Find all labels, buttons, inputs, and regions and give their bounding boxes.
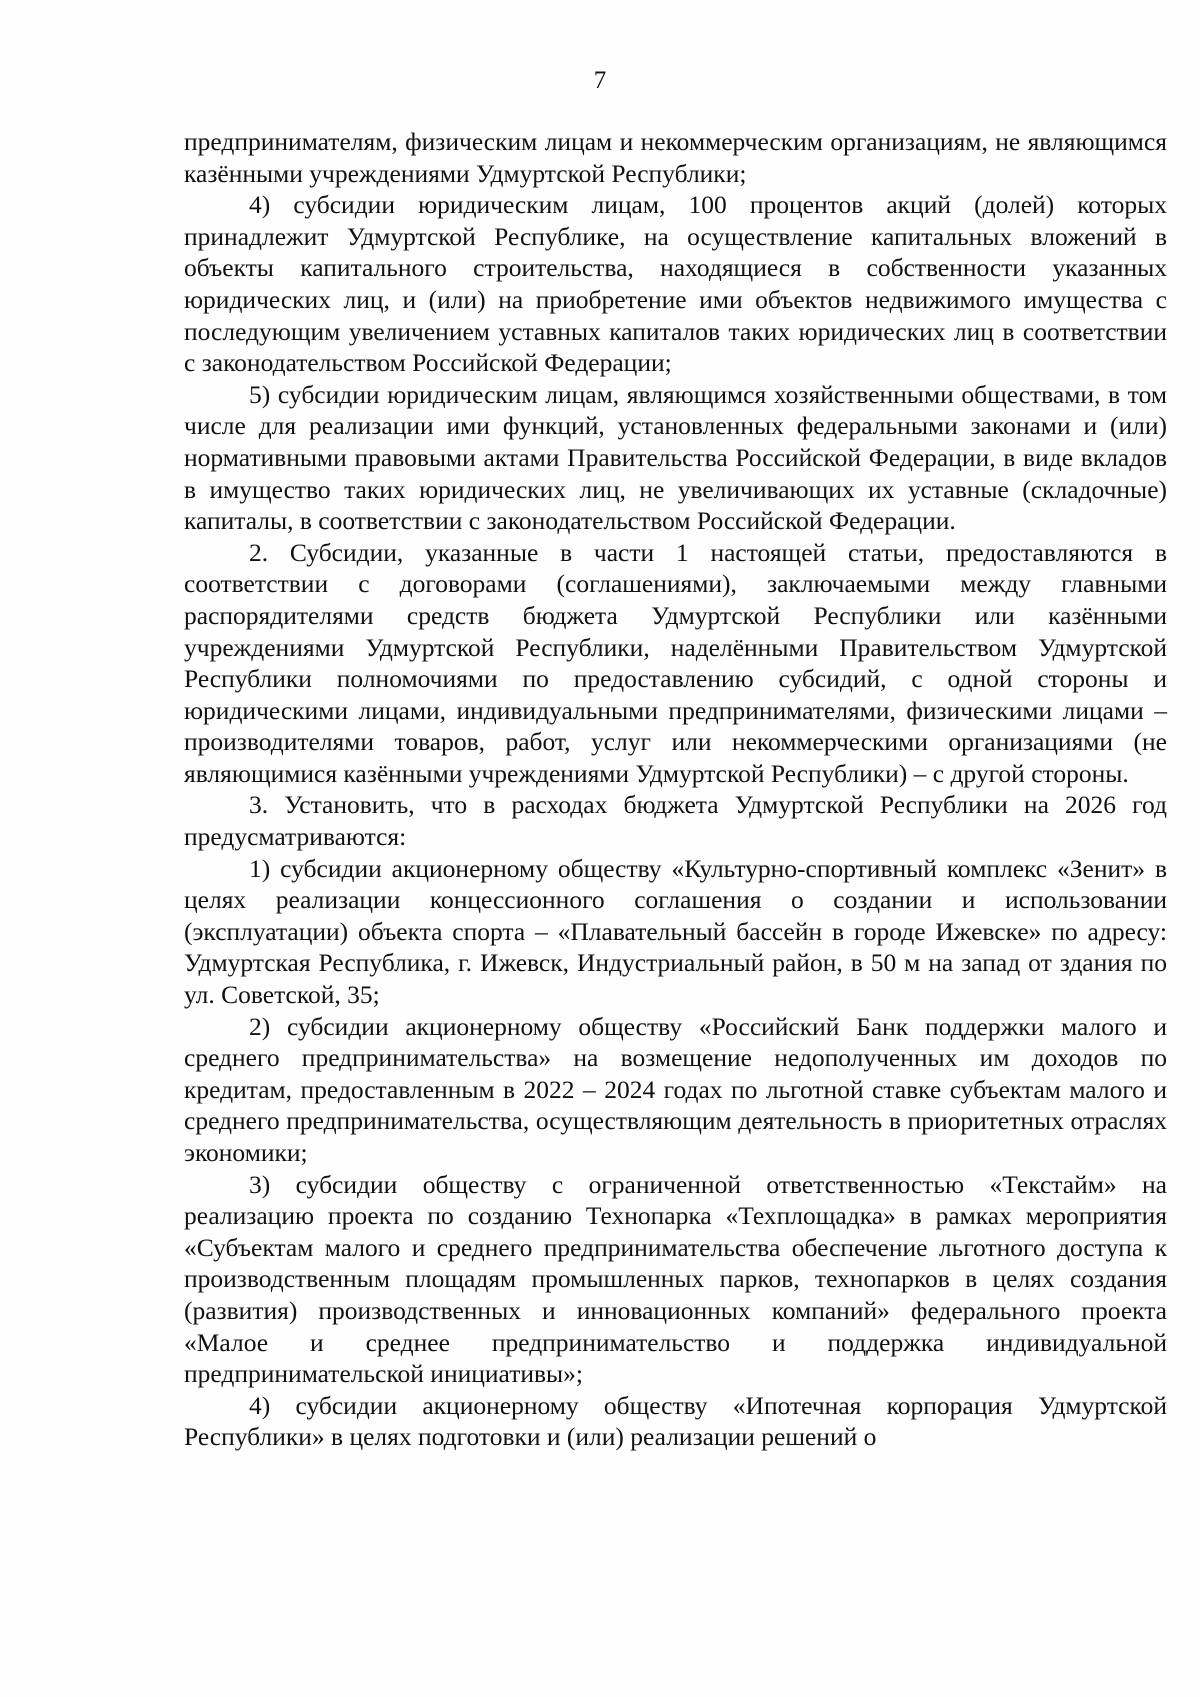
paragraph-subitem-2: 2) субсидии акционерному обществу «Российский Банк поддержки малого и среднего предпринимательства» на возмещение недополученных им доходов по кредитам, предоставленным в 2022 – 2024 годах по льготной ставке субъектам малого и среднего предпринимательства, осуществляющим деятельность в приоритетных отраслях экономики;: [184, 1011, 1167, 1167]
paragraph-continuation: предпринимателям, физическим лицам и некоммерческим организациям, не являющимся казёнными учреждениями Удмуртской Республики;: [184, 127, 1167, 188]
paragraph-subitem-3: 3) субсидии обществу с ограниченной ответственностью «Текстайм» на реализацию проекта по созданию Технопарка «Техплощадка» в рамках мероприятия «Субъектам малого и среднего предпринимательства обеспечение льготного доступа к производственным площадям промышленных парков, технопарков в целях создания (развития) производственных и инновационных компаний» федерального проекта «Малое и среднее предпринимательство и поддержка индивидуальной предпринимательской инициативы»;: [184, 1169, 1167, 1389]
paragraph-subitem-1: 1) субсидии акционерному обществу «Культурно-спортивный комплекс «Зенит» в целях реализации концессионного соглашения о создании и использовании (эксплуатации) объекта спорта – «Плавательный бассейн в городе Ижевске» по адресу: Удмуртская Республика, г. Ижевск, Индустриальный район, в 50 м на запад от здания по ул. Советской, 35;: [184, 853, 1167, 1010]
paragraph-subitem-4: 4) субсидии акционерному обществу «Ипотечная корпорация Удмуртской Республики» в целях подготовки и (или) реализации решений о: [184, 1390, 1167, 1452]
page-number: 7: [593, 67, 607, 94]
document-body: [184, 126, 1167, 1453]
paragraph-item-5: 5) субсидии юридическим лицам, являющимся хозяйственными обществами, в том числе для реализации ими функций, установленных федеральными законами и (или) нормативными правовыми актами Правительства Российской Федерации, в виде вкладов в имущество таких юридических лиц, не увеличивающих их уставные (складочные) капиталы, в соответствии с законодательством Российской Федерации.: [184, 379, 1167, 536]
paragraph-item-4: 4) субсидии юридическим лицам, 100 процентов акций (долей) которых принадлежит Удмуртской Республике, на осуществление капитальных вложений в объекты капитального строительства, находящиеся в собственности указанных юридических лиц, и (или) на приобретение ими объектов недвижимого имущества с последующим увеличением уставных капиталов таких юридических лиц в соответствии с законодательством Российской Федерации;: [184, 190, 1167, 378]
paragraph-part-2: 2. Субсидии, указанные в части 1 настоящей статьи, предоставляются в соответствии с договорами (соглашениями), заключаемыми между главными распорядителями средств бюджета Удмуртской Республики или казёнными учреждениями Удмуртской Республики, наделёнными Правительством Удмуртской Республики полномочиями по предоставлению субсидий, с одной стороны и юридическими лицами, индивидуальными предпринимателями, физическими лицами – производителями товаров, работ, услуг или некоммерческими организациями (не являющимися казёнными учреждениями Удмуртской Республики) – с другой стороны.: [184, 537, 1167, 788]
paragraph-part-3: 3. Установить, что в расходах бюджета Удмуртской Республики на 2026 год предусматриваются:: [184, 790, 1167, 852]
